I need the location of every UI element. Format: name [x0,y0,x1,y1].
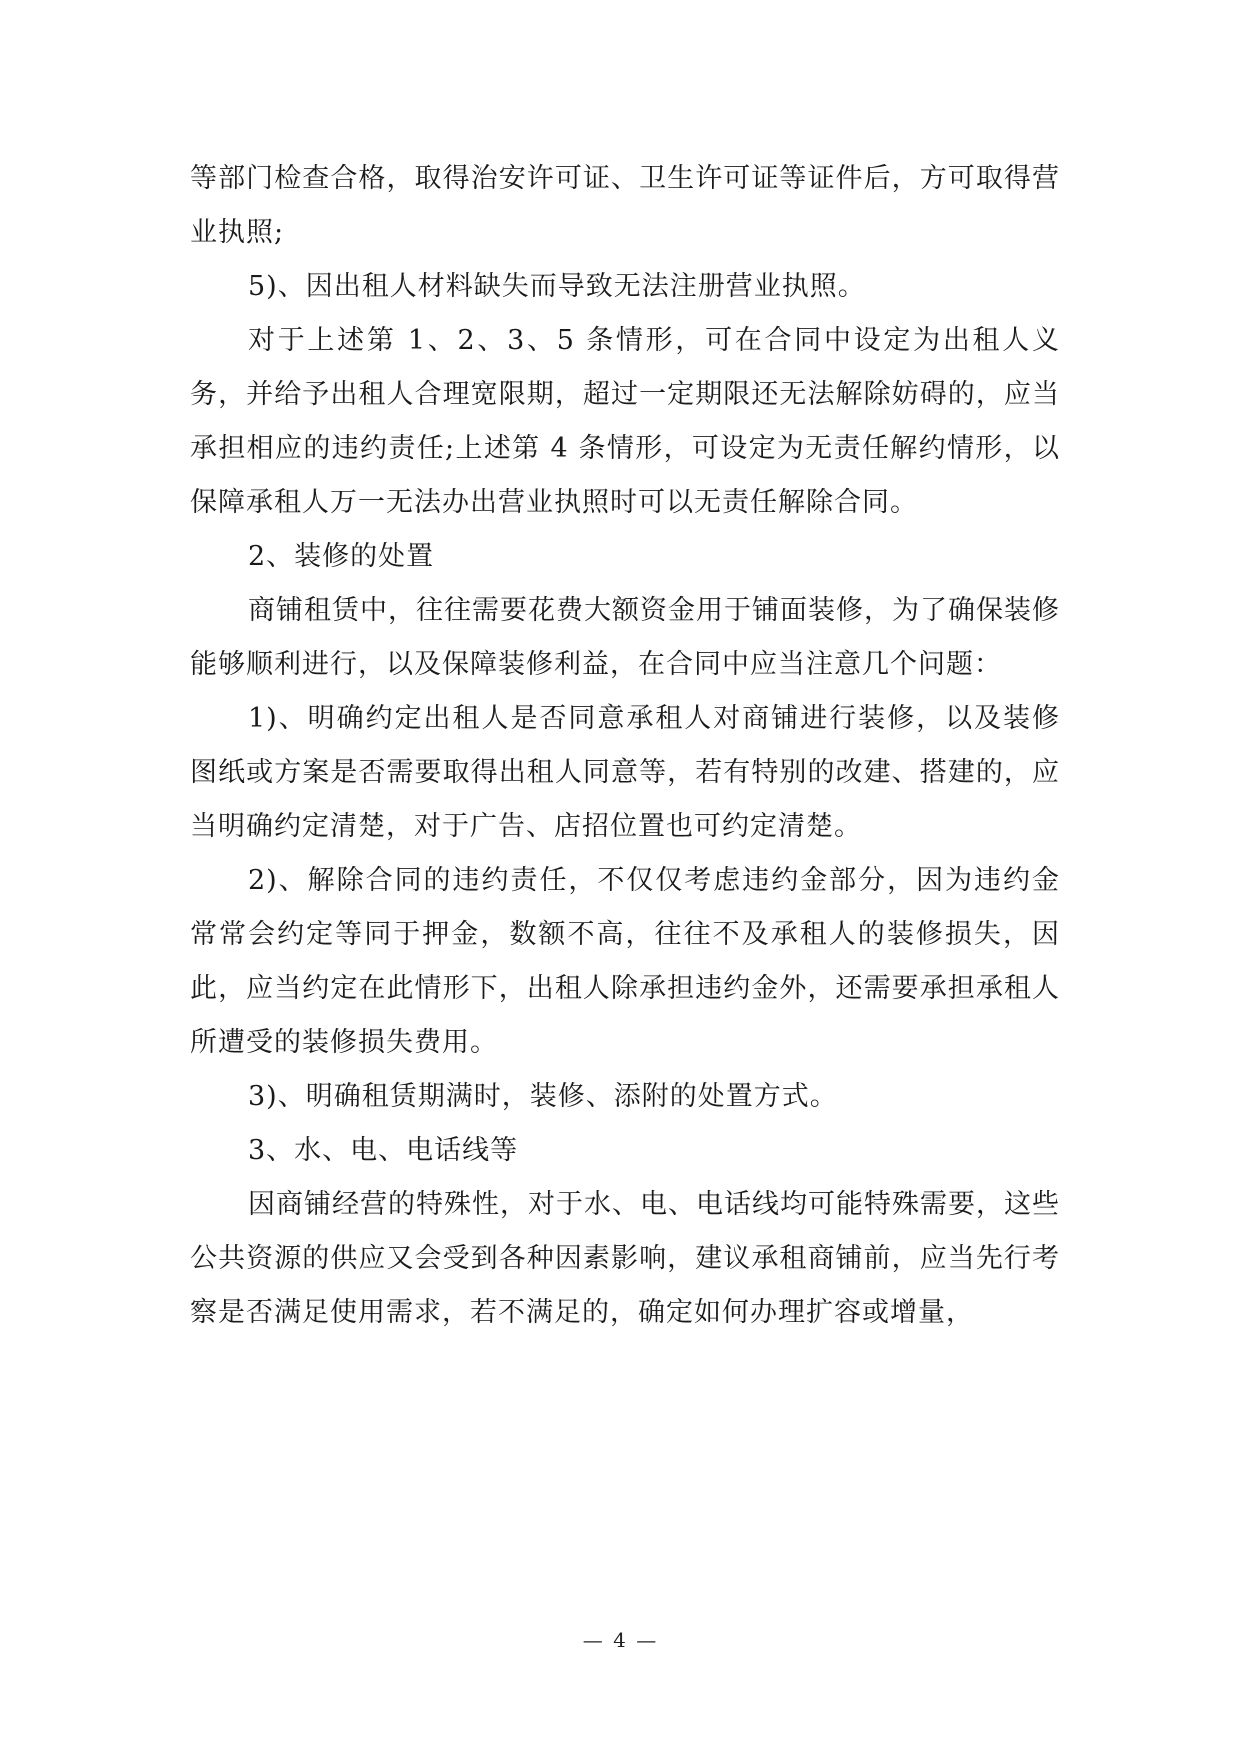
paragraph-2: 5)、因出租人材料缺失而导致无法注册营业执照。 [248,271,866,302]
page-number: — 4 — [582,1628,659,1652]
paragraph-6: 1)、明确约定出租人是否同意承租人对商铺进行装修，以及装修图纸或方案是否需要取得出租人同意等，若有特别的改建、搭建的，应当明确约定清楚，对于广告、店招位置也可约定清楚。 [190,703,1060,842]
section-heading-utilities: 3、水、电、电话线等 [248,1135,519,1166]
paragraph-5: 商铺租赁中，往往需要花费大额资金用于铺面装修，为了确保装修能够顺利进行，以及保障装修利益，在合同中应当注意几个问题： [190,595,1060,680]
paragraph-8: 3)、明确租赁期满时，装修、添附的处置方式。 [248,1081,838,1112]
paragraph-3: 对于上述第 1、2、3、5 条情形，可在合同中设定为出租人义务，并给予出租人合理宽限期，超过一定期限还无法解除妨碍的，应当承担相应的违约责任;上述第 4 条情形，可设定为无责任解约情形，以保障承租人万一无法办出营业执照时可以无责任解除合同。 [190,325,1060,518]
paragraph-1: 等部门检查合格，取得治安许可证、卫生许可证等证件后，方可取得营业执照; [190,163,1060,248]
paragraph-7: 2)、解除合同的违约责任，不仅仅考虑违约金部分，因为违约金常常会约定等同于押金，数额不高，往往不及承租人的装修损失，因此，应当约定在此情形下，出租人除承担违约金外，还需要承担承租人所遭受的装修损失费用。 [190,865,1060,1058]
body-text [190,152,1060,1340]
paragraph-10: 因商铺经营的特殊性，对于水、电、电话线均可能特殊需要，这些公共资源的供应又会受到各种因素影响，建议承租商铺前，应当先行考察是否满足使用需求，若不满足的，确定如何办理扩容或增量， [190,1189,1060,1328]
section-heading-decoration: 2、装修的处置 [248,541,435,572]
